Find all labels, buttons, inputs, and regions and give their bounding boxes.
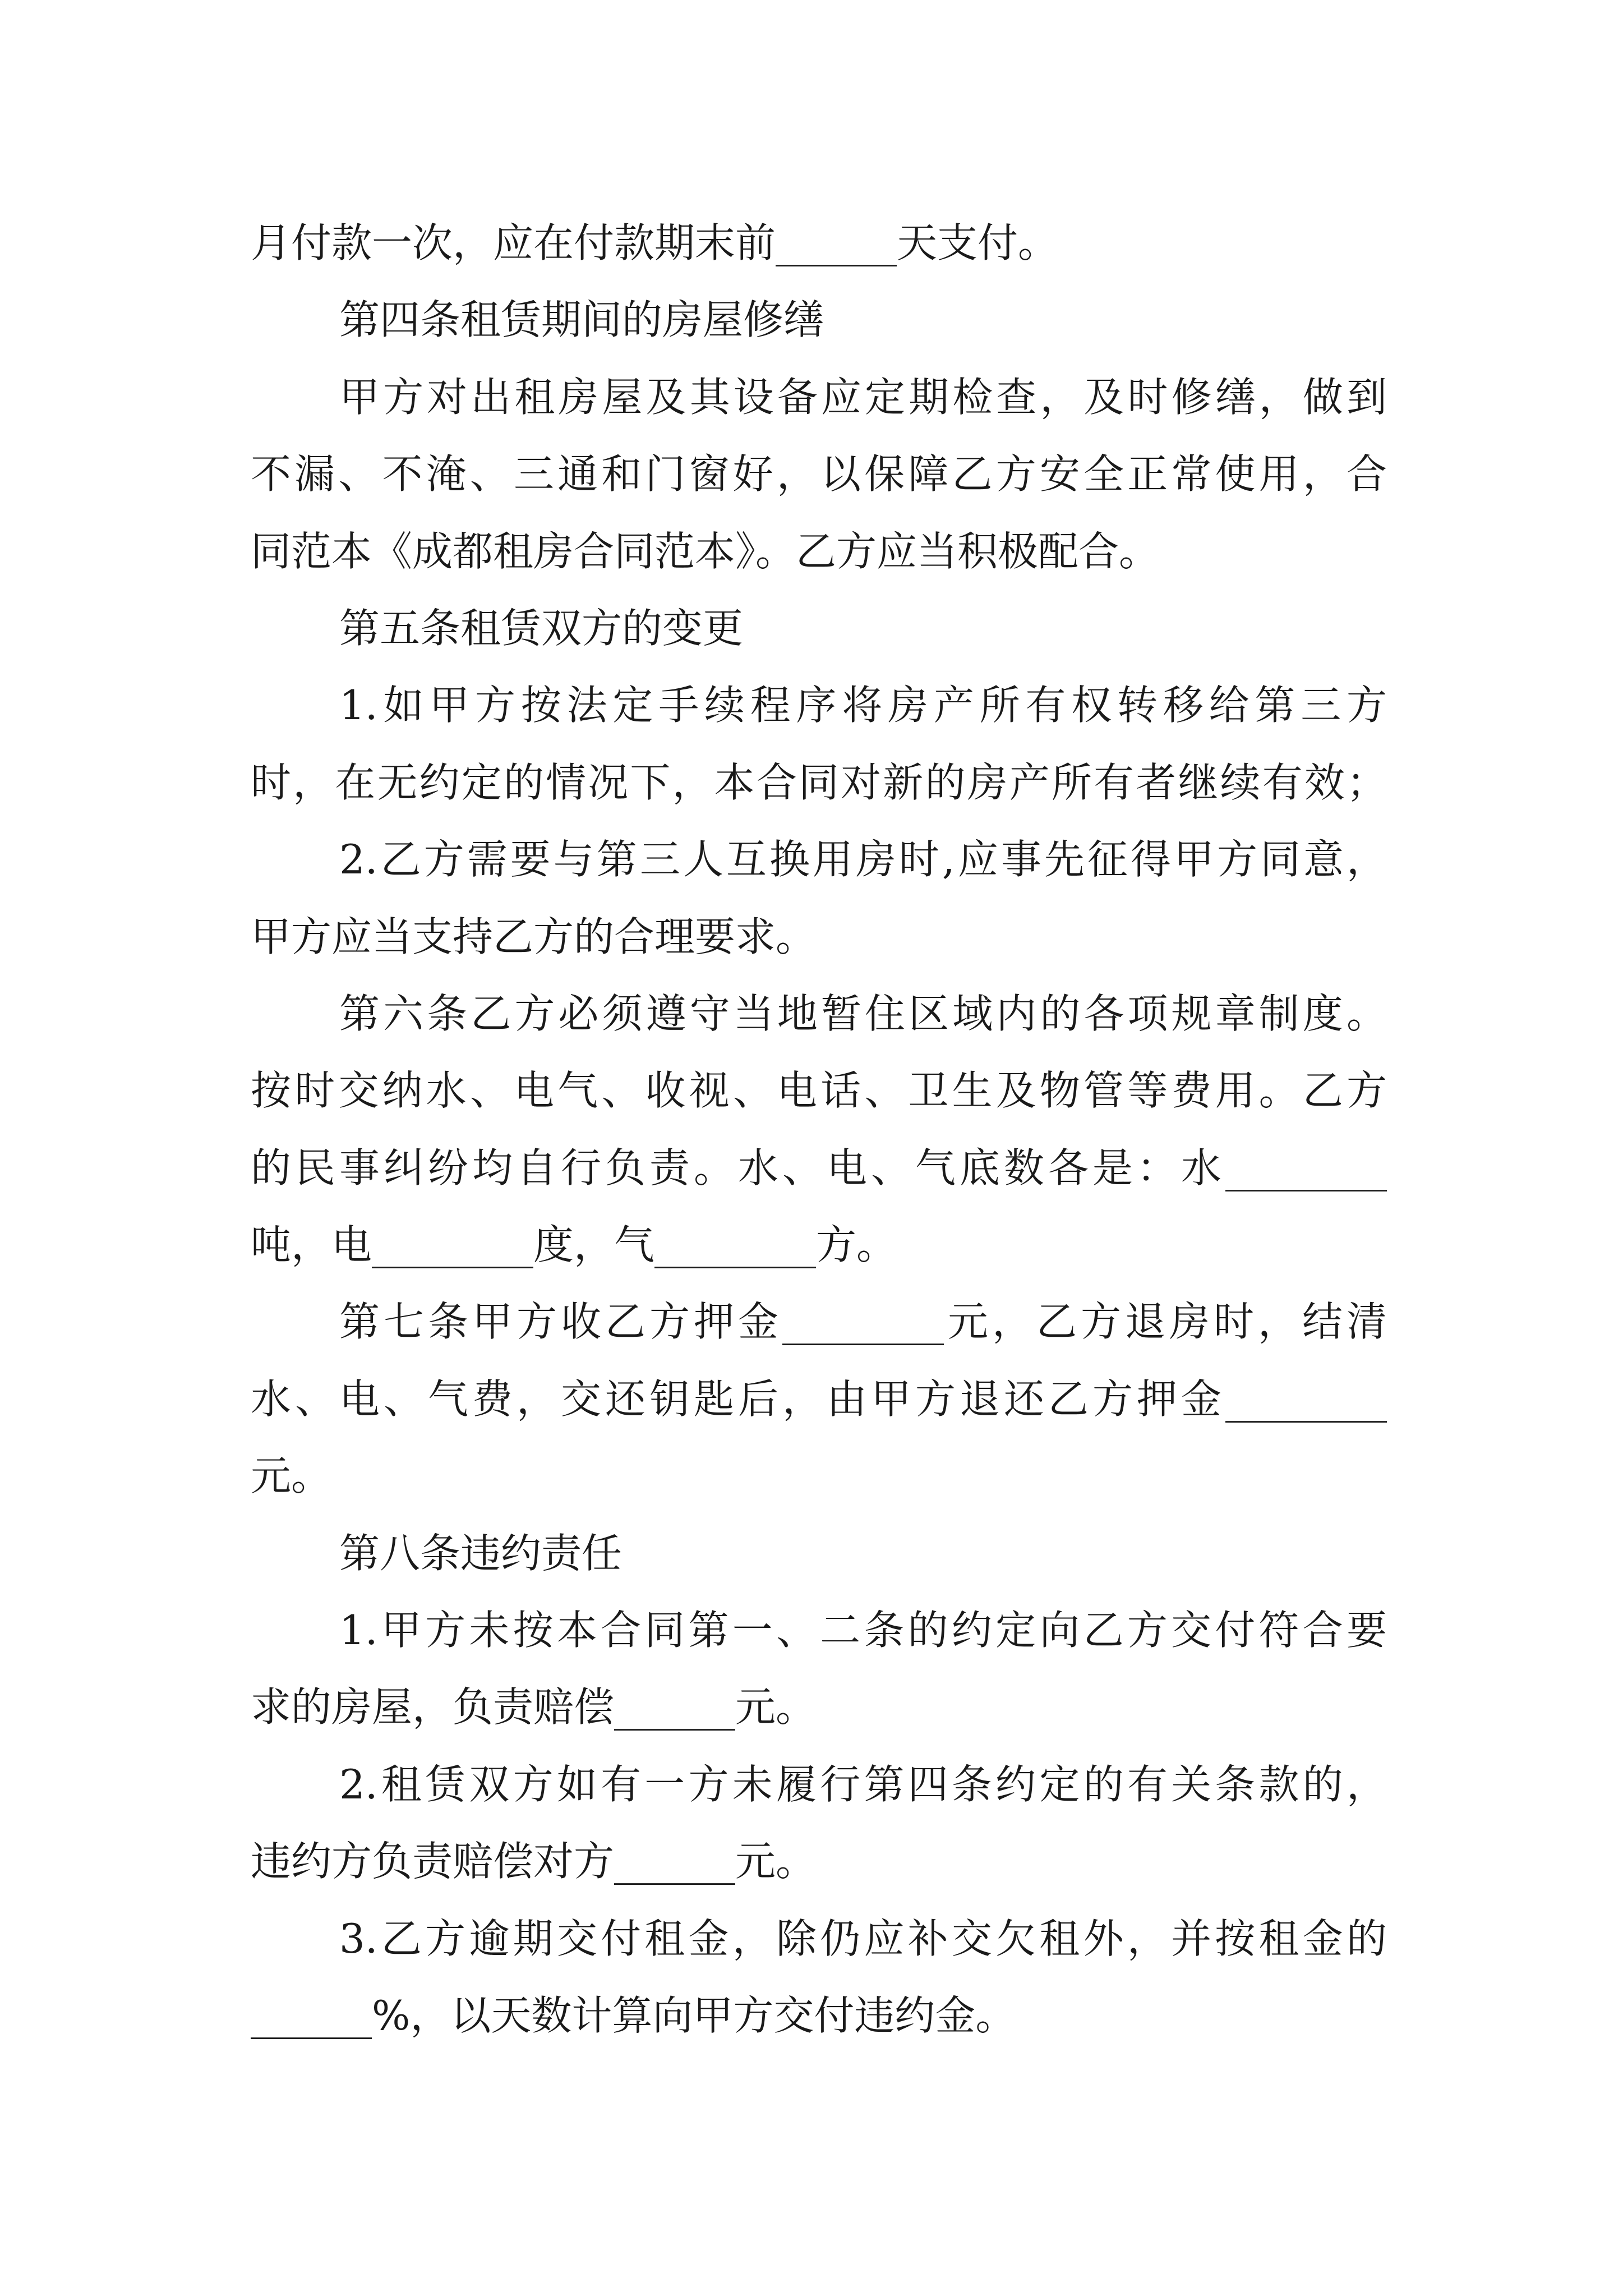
text-line: 同范本《成都租房合同范本》。乙方应当积极配合。 bbox=[251, 527, 1160, 575]
document-page bbox=[251, 205, 1387, 2054]
section-heading bbox=[251, 590, 1387, 667]
text-line: 第六条乙方必须遵守当地暂住区域内的各项规章制度。 bbox=[339, 990, 1387, 1037]
paragraph bbox=[251, 976, 1387, 1284]
text-line: 1.如甲方按法定手续程序将房产所有权转移给第三方 bbox=[339, 682, 1387, 729]
text-line: 2.乙方需要与第三人互换用房时,应事先征得甲方同意， bbox=[339, 836, 1387, 884]
section-heading bbox=[251, 282, 1387, 358]
text-line: 2.租赁双方如有一方未履行第四条约定的有关条款的， bbox=[339, 1760, 1387, 1808]
paragraph bbox=[251, 1592, 1387, 1746]
paragraph bbox=[251, 1283, 1387, 1515]
paragraph bbox=[251, 1901, 1387, 2055]
paragraph bbox=[251, 1746, 1387, 1901]
text-line: 吨，电________度，气________方。 bbox=[251, 1221, 897, 1269]
text-line: 违约方负责赔偿对方______元。 bbox=[251, 1838, 817, 1885]
paragraph bbox=[251, 821, 1387, 976]
text-line: ______%，以天数计算向甲方交付违约金。 bbox=[251, 1991, 1016, 2039]
text-line: 3.乙方逾期交付租金，除仍应补交欠租外，并按租金的 bbox=[339, 1915, 1387, 1962]
heading-text: 第八条违约责任 bbox=[339, 1529, 623, 1577]
paragraph bbox=[251, 667, 1387, 821]
text-line: 按时交纳水、电气、收视、电话、卫生及物管等费用。乙方 bbox=[251, 1067, 1387, 1115]
text-line: 月付款一次，应在付款期末前______天支付。 bbox=[251, 219, 1059, 266]
text-line: 不漏、不淹、三通和门窗好，以保障乙方安全正常使用，合 bbox=[251, 450, 1387, 498]
section-heading bbox=[251, 1515, 1387, 1592]
text-line: 第七条甲方收乙方押金________元，乙方退房时，结清 bbox=[339, 1298, 1387, 1346]
heading-text: 第四条租赁期间的房屋修缮 bbox=[339, 296, 824, 344]
text-line: 元。 bbox=[251, 1452, 332, 1500]
text-line: 1.甲方未按本合同第一、二条的约定向乙方交付符合要 bbox=[339, 1607, 1387, 1654]
text-line: 水、电、气费，交还钥匙后，由甲方退还乙方押金________ bbox=[251, 1375, 1387, 1423]
paragraph bbox=[251, 359, 1387, 590]
text-line: 求的房屋，负责赔偿______元。 bbox=[251, 1683, 817, 1731]
text-line: 时，在无约定的情况下，本合同对新的房产所有者继续有效； bbox=[251, 758, 1387, 806]
text-line: 的民事纠纷均自行负责。水、电、气底数各是：水________ bbox=[251, 1144, 1387, 1191]
paragraph bbox=[251, 205, 1387, 282]
heading-text: 第五条租赁双方的变更 bbox=[339, 604, 744, 652]
text-line: 甲方应当支持乙方的合理要求。 bbox=[251, 913, 817, 960]
text-line: 甲方对出租房屋及其设备应定期检查，及时修缮，做到 bbox=[339, 373, 1387, 421]
